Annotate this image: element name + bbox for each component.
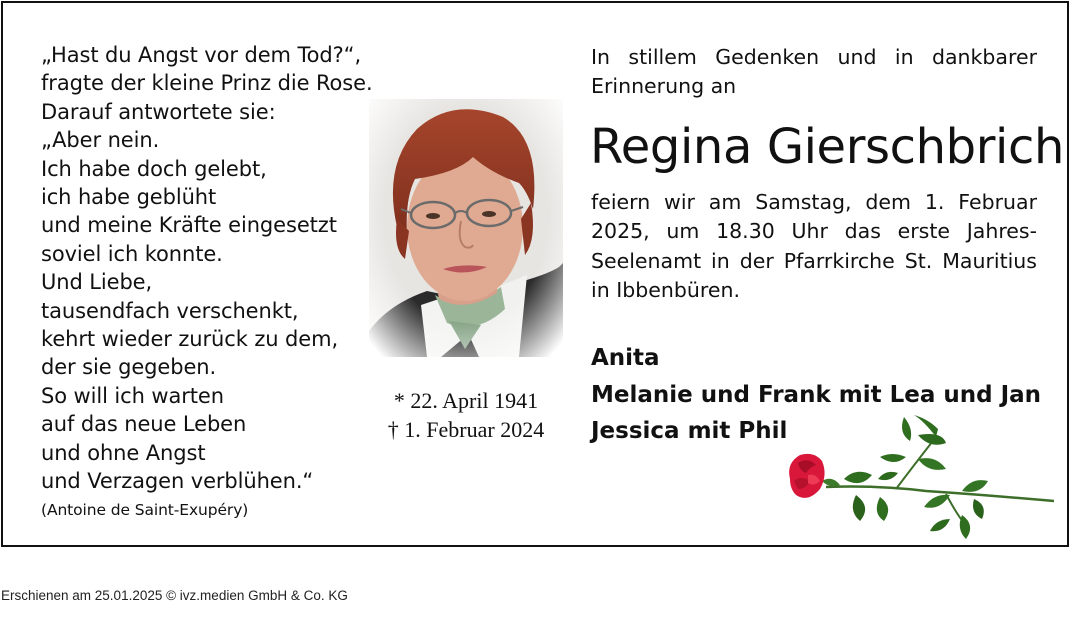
service-line: Seelenamt in der Pfarrkirche St. Mauritius (591, 248, 1037, 273)
poem-line: soviel ich konnte. (41, 241, 223, 266)
publication-footer: Erschienen am 25.01.2025 © ivz.medien GmbH & Co. KG (1, 588, 348, 603)
poem-line: der sie gegeben. (41, 355, 217, 380)
service-line: 2025, um 18.30 Uhr das erste Jahres- (591, 219, 1037, 244)
mourner-entry: Melanie und Frank mit Lea und Jan (591, 381, 1042, 408)
rose-icon (786, 415, 1058, 540)
intro-line: In stillem Gedenken und in dankbarer (591, 45, 1037, 69)
poem-line: Ich habe doch gelebt, (41, 156, 267, 181)
mourner-entry: Jessica mit Phil (591, 418, 788, 444)
service-text (591, 188, 1037, 305)
poem-line: tausendfach verschenkt, (41, 298, 299, 323)
poem-line: auf das neue Leben (41, 412, 247, 437)
poem-line: Darauf antwortete sie: (41, 99, 276, 124)
poem-line: „Hast du Angst vor dem Tod?“, (41, 43, 362, 67)
obituary-notice (1, 1, 1069, 547)
poem-line: und meine Kräfte eingesetzt (41, 213, 337, 238)
birth-date: * 22. April 1941 (393, 388, 539, 413)
poem-line: ich habe geblüht (41, 185, 217, 210)
death-date: † 1. Februar 2024 (387, 417, 545, 442)
poem-line: kehrt wieder zurück zu dem, (41, 327, 339, 352)
poem-line: und Verzagen verblühen.“ (41, 469, 314, 494)
intro-line: Erinnerung an (591, 73, 737, 98)
portrait-photo (369, 99, 563, 357)
deceased-name: Regina Gierschbrich (590, 119, 1064, 175)
service-line: in Ibbenbüren. (591, 277, 740, 302)
poem-line: fragte der kleine Prinz die Rose. (41, 71, 373, 96)
poem-line: So will ich warten (41, 383, 224, 408)
intro-text (591, 43, 1037, 100)
poem-author: (Antoine de Saint-Exupéry) (41, 500, 249, 519)
life-dates (366, 386, 566, 444)
mourner-entry: Anita (591, 345, 660, 371)
poem (41, 41, 386, 521)
service-line: feiern wir am Samstag, dem 1. Februar (591, 190, 1037, 214)
poem-line: und ohne Angst (41, 440, 206, 465)
poem-line: Und Liebe, (41, 270, 153, 295)
poem-line: „Aber nein. (41, 128, 160, 153)
